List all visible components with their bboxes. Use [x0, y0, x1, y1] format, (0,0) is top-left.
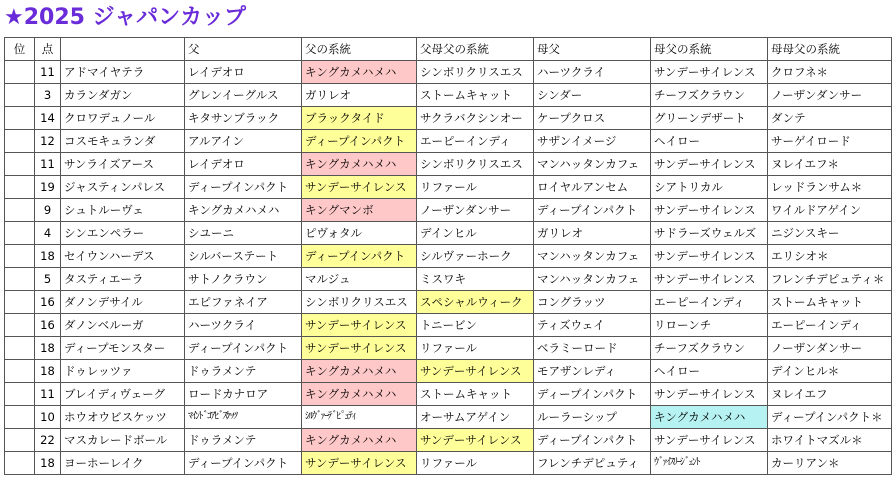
maternal-grand-dam-sire-line-cell: エリシオ＊ — [768, 245, 892, 268]
sire-dam-sire-line-cell: トニービン — [417, 314, 534, 337]
sire-dam-sire-line-cell: サンデーサイレンス — [417, 360, 534, 383]
sire-cell: ディープインパクト — [185, 176, 302, 199]
points-cell: 9 — [35, 199, 61, 222]
broodmare-sire-line-cell: サンデーサイレンス — [651, 245, 768, 268]
sire-line-cell: キングマンボ — [302, 199, 417, 222]
rank-cell — [5, 61, 35, 84]
table-row — [5, 291, 892, 314]
broodmare-sire-line-cell: チーフズクラウン — [651, 84, 768, 107]
maternal-grand-dam-sire-line-cell: デインヒル＊ — [768, 360, 892, 383]
sire-dam-sire-line-cell: シンボリクリスエス — [417, 153, 534, 176]
maternal-grand-dam-sire-line-cell: ノーザンダンサー — [768, 84, 892, 107]
sire-line-cell: キングカメハメハ — [302, 429, 417, 452]
header-broodmare-sire-line: 母父の系統 — [651, 38, 768, 61]
points-cell: 4 — [35, 222, 61, 245]
table-row — [5, 61, 892, 84]
horse-name-cell: セイウンハーデス — [61, 245, 185, 268]
maternal-grand-dam-sire-line-cell: ストームキャット — [768, 291, 892, 314]
table-row — [5, 268, 892, 291]
horse-name-cell: クロワデュノール — [61, 107, 185, 130]
sire-line-cell: キングカメハメハ — [302, 61, 417, 84]
sire-dam-sire-line-cell: ミスワキ — [417, 268, 534, 291]
sire-dam-sire-line-cell: シルヴァーホーク — [417, 245, 534, 268]
page-title: ★2025 ジャパンカップ — [4, 5, 246, 30]
sire-line-cell: サンデーサイレンス — [302, 314, 417, 337]
broodmare-sire-line-cell: シアトリカル — [651, 176, 768, 199]
sire-line-cell: シンボリクリスエス — [302, 291, 417, 314]
broodmare-sire-line-cell: ｳﾞｧｲｽﾘｰｼﾞｪﾝﾄ — [651, 452, 768, 475]
sire-dam-sire-line-cell: リファール — [417, 176, 534, 199]
sire-line-cell: ディープインパクト — [302, 245, 417, 268]
rank-cell — [5, 291, 35, 314]
broodmare-sire-line-cell: グリーンデザート — [651, 107, 768, 130]
sire-cell: エピファネイア — [185, 291, 302, 314]
broodmare-sire-cell: コングラッツ — [534, 291, 651, 314]
sire-line-cell: サンデーサイレンス — [302, 452, 417, 475]
sire-dam-sire-line-cell: リファール — [417, 337, 534, 360]
header-sire: 父 — [185, 38, 302, 61]
header-rank: 位 — [5, 38, 35, 61]
broodmare-sire-cell: ハーツクライ — [534, 61, 651, 84]
sire-line-cell: キングカメハメハ — [302, 360, 417, 383]
points-cell: 11 — [35, 61, 61, 84]
sire-cell: ロードカナロア — [185, 383, 302, 406]
broodmare-sire-line-cell: ヘイロー — [651, 360, 768, 383]
maternal-grand-dam-sire-line-cell: ヌレイエフ — [768, 383, 892, 406]
broodmare-sire-line-cell: ヘイロー — [651, 130, 768, 153]
table-row — [5, 314, 892, 337]
broodmare-sire-line-cell: リローンチ — [651, 314, 768, 337]
sire-dam-sire-line-cell: サクラバクシンオー — [417, 107, 534, 130]
broodmare-sire-cell: サザンイメージ — [534, 130, 651, 153]
sire-line-cell: サンデーサイレンス — [302, 337, 417, 360]
points-cell: 16 — [35, 314, 61, 337]
broodmare-sire-cell: ベラミーロード — [534, 337, 651, 360]
sire-cell: ﾏｲﾝﾄﾞｺｱﾋﾞｽｹｯﾂ — [185, 406, 302, 429]
sire-cell: グレンイーグルス — [185, 84, 302, 107]
rank-cell — [5, 268, 35, 291]
broodmare-sire-cell: モアザンレディ — [534, 360, 651, 383]
sire-cell: レイデオロ — [185, 153, 302, 176]
table-row — [5, 337, 892, 360]
sire-line-cell: ディープインパクト — [302, 130, 417, 153]
table-row — [5, 199, 892, 222]
sire-cell: ディープインパクト — [185, 452, 302, 475]
table-row — [5, 130, 892, 153]
sire-cell: キタサンブラック — [185, 107, 302, 130]
sire-dam-sire-line-cell: スペシャルウィーク — [417, 291, 534, 314]
sire-dam-sire-line-cell: エーピーインディ — [417, 130, 534, 153]
horse-name-cell: マスカレードボール — [61, 429, 185, 452]
table-row — [5, 429, 892, 452]
table-row — [5, 84, 892, 107]
horse-name-cell: ジャスティンパレス — [61, 176, 185, 199]
horse-name-cell: カランダガン — [61, 84, 185, 107]
horse-name-cell: ディープモンスター — [61, 337, 185, 360]
maternal-grand-dam-sire-line-cell: ニジンスキー — [768, 222, 892, 245]
header-broodmare-sire: 母父 — [534, 38, 651, 61]
broodmare-sire-cell: ティズウェイ — [534, 314, 651, 337]
sire-dam-sire-line-cell: リファール — [417, 452, 534, 475]
rank-cell — [5, 452, 35, 475]
horse-name-cell: ダノンベルーガ — [61, 314, 185, 337]
table-row — [5, 383, 892, 406]
broodmare-sire-cell: ルーラーシップ — [534, 406, 651, 429]
rank-cell — [5, 360, 35, 383]
sire-line-cell: キングカメハメハ — [302, 383, 417, 406]
points-cell: 18 — [35, 245, 61, 268]
maternal-grand-dam-sire-line-cell: ノーザンダンサー — [768, 337, 892, 360]
maternal-grand-dam-sire-line-cell: ディープインパクト＊ — [768, 406, 892, 429]
points-cell: 18 — [35, 337, 61, 360]
rank-cell — [5, 222, 35, 245]
table-row — [5, 245, 892, 268]
points-cell: 11 — [35, 153, 61, 176]
broodmare-sire-line-cell: エーピーインディ — [651, 291, 768, 314]
table-row — [5, 176, 892, 199]
sire-dam-sire-line-cell: サンデーサイレンス — [417, 429, 534, 452]
sire-cell: ハーツクライ — [185, 314, 302, 337]
table-row — [5, 222, 892, 245]
rank-cell — [5, 84, 35, 107]
points-cell: 3 — [35, 84, 61, 107]
broodmare-sire-cell: ディープインパクト — [534, 383, 651, 406]
sire-dam-sire-line-cell: ノーザンダンサー — [417, 199, 534, 222]
points-cell: 12 — [35, 130, 61, 153]
sire-cell: ドゥラメンテ — [185, 360, 302, 383]
header-sire-dam-sire-line: 父母父の系統 — [417, 38, 534, 61]
points-cell: 16 — [35, 291, 61, 314]
sire-cell: アルアイン — [185, 130, 302, 153]
sire-dam-sire-line-cell: シンボリクリスエス — [417, 61, 534, 84]
header-horse — [61, 38, 185, 61]
sire-dam-sire-line-cell: ストームキャット — [417, 84, 534, 107]
broodmare-sire-cell: ディープインパクト — [534, 199, 651, 222]
table-row — [5, 153, 892, 176]
rank-cell — [5, 383, 35, 406]
broodmare-sire-cell: ガリレオ — [534, 222, 651, 245]
header-row — [5, 38, 892, 61]
rank-cell — [5, 337, 35, 360]
horse-name-cell: アドマイヤテラ — [61, 61, 185, 84]
sire-cell: サトノクラウン — [185, 268, 302, 291]
rank-cell — [5, 130, 35, 153]
horse-name-cell: ダノンデサイル — [61, 291, 185, 314]
points-cell: 22 — [35, 429, 61, 452]
broodmare-sire-line-cell: キングカメハメハ — [651, 406, 768, 429]
broodmare-sire-cell: ディープインパクト — [534, 429, 651, 452]
horse-name-cell: ブレイディヴェーグ — [61, 383, 185, 406]
horse-name-cell: ホウオウビスケッツ — [61, 406, 185, 429]
horse-name-cell: シュトルーヴェ — [61, 199, 185, 222]
points-cell: 5 — [35, 268, 61, 291]
sire-cell: シユーニ — [185, 222, 302, 245]
maternal-grand-dam-sire-line-cell: フレンチデピュティ＊ — [768, 268, 892, 291]
sire-line-cell: ピヴォタル — [302, 222, 417, 245]
rank-cell — [5, 314, 35, 337]
broodmare-sire-line-cell: サンデーサイレンス — [651, 268, 768, 291]
broodmare-sire-line-cell: サンデーサイレンス — [651, 153, 768, 176]
table-row — [5, 406, 892, 429]
horse-name-cell: サンライズアース — [61, 153, 185, 176]
maternal-grand-dam-sire-line-cell: サーゲイロード — [768, 130, 892, 153]
broodmare-sire-line-cell: サンデーサイレンス — [651, 383, 768, 406]
horse-name-cell: ドゥレッツァ — [61, 360, 185, 383]
broodmare-sire-cell: マンハッタンカフェ — [534, 153, 651, 176]
sire-line-cell: ブラックタイド — [302, 107, 417, 130]
maternal-grand-dam-sire-line-cell: レッドランサム＊ — [768, 176, 892, 199]
broodmare-sire-cell: ロイヤルアンセム — [534, 176, 651, 199]
sire-line-cell: サンデーサイレンス — [302, 176, 417, 199]
horse-name-cell: シンエンペラー — [61, 222, 185, 245]
broodmare-sire-line-cell: チーフズクラウン — [651, 337, 768, 360]
broodmare-sire-cell: フレンチデピュティ — [534, 452, 651, 475]
table-row — [5, 360, 892, 383]
maternal-grand-dam-sire-line-cell: ヌレイエフ＊ — [768, 153, 892, 176]
rank-cell — [5, 153, 35, 176]
maternal-grand-dam-sire-line-cell: ホワイトマズル＊ — [768, 429, 892, 452]
sire-line-cell: ｼﾙｳﾞｧｰﾃﾞﾋﾟｭﾃｨ — [302, 406, 417, 429]
maternal-grand-dam-sire-line-cell: ダンテ — [768, 107, 892, 130]
header-sire-line: 父の系統 — [302, 38, 417, 61]
rank-cell — [5, 245, 35, 268]
sire-line-cell: キングカメハメハ — [302, 153, 417, 176]
sire-dam-sire-line-cell: デインヒル — [417, 222, 534, 245]
broodmare-sire-line-cell: サンデーサイレンス — [651, 199, 768, 222]
maternal-grand-dam-sire-line-cell: カーリアン＊ — [768, 452, 892, 475]
points-cell: 18 — [35, 452, 61, 475]
sire-dam-sire-line-cell: ストームキャット — [417, 383, 534, 406]
broodmare-sire-line-cell: サンデーサイレンス — [651, 61, 768, 84]
horse-name-cell: タスティエーラ — [61, 268, 185, 291]
rank-cell — [5, 107, 35, 130]
broodmare-sire-cell: シンダー — [534, 84, 651, 107]
rank-cell — [5, 176, 35, 199]
points-cell: 19 — [35, 176, 61, 199]
points-cell: 11 — [35, 383, 61, 406]
horse-name-cell: コスモキュランダ — [61, 130, 185, 153]
sire-cell: キングカメハメハ — [185, 199, 302, 222]
table-row — [5, 107, 892, 130]
points-cell: 18 — [35, 360, 61, 383]
sire-dam-sire-line-cell: オーサムアゲイン — [417, 406, 534, 429]
rank-cell — [5, 199, 35, 222]
rank-cell — [5, 429, 35, 452]
broodmare-sire-line-cell: サンデーサイレンス — [651, 429, 768, 452]
points-cell: 14 — [35, 107, 61, 130]
rank-cell — [5, 406, 35, 429]
sire-cell: レイデオロ — [185, 61, 302, 84]
sire-cell: シルバーステート — [185, 245, 302, 268]
pedigree-table — [4, 37, 892, 475]
maternal-grand-dam-sire-line-cell: クロフネ＊ — [768, 61, 892, 84]
maternal-grand-dam-sire-line-cell: エーピーインディ — [768, 314, 892, 337]
table-row — [5, 452, 892, 475]
sire-cell: ディープインパクト — [185, 337, 302, 360]
sire-line-cell: ガリレオ — [302, 84, 417, 107]
horse-name-cell: ヨーホーレイク — [61, 452, 185, 475]
broodmare-sire-cell: マンハッタンカフェ — [534, 245, 651, 268]
points-cell: 10 — [35, 406, 61, 429]
maternal-grand-dam-sire-line-cell: ワイルドアゲイン — [768, 199, 892, 222]
header-maternal-grand-dam-sire-line: 母母父の系統 — [768, 38, 892, 61]
sire-line-cell: マルジュ — [302, 268, 417, 291]
sire-cell: ドゥラメンテ — [185, 429, 302, 452]
broodmare-sire-cell: ケープクロス — [534, 107, 651, 130]
header-points: 点 — [35, 38, 61, 61]
broodmare-sire-cell: マンハッタンカフェ — [534, 268, 651, 291]
broodmare-sire-line-cell: サドラーズウェルズ — [651, 222, 768, 245]
